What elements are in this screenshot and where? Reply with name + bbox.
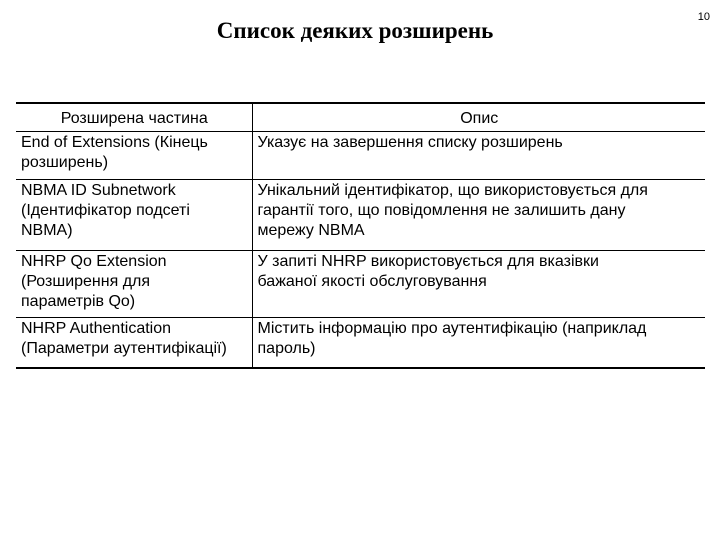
extension-part-text: NBMA ID Subnetwork [21, 182, 176, 199]
extension-part-text: (Параметри аутентифікації) [21, 340, 227, 357]
extension-description-cell [252, 318, 705, 368]
table-header-row [16, 103, 705, 132]
extension-part-text: NHRP Authentication [21, 320, 172, 337]
extension-description-text: У запиті NHRP використовується для вказівки [257, 253, 599, 270]
extension-description-text: Містить інформацію про аутентифікацію (наприклад [257, 320, 647, 337]
page-number: 10 [697, 11, 710, 23]
extension-part-cell [16, 132, 252, 180]
extension-part-cell [16, 180, 252, 251]
extension-description-cell [252, 180, 705, 251]
extension-part-text: (Розширення для [21, 273, 151, 290]
extension-part-text: параметрів Qo) [21, 293, 136, 310]
extension-part-text: NHRP Qo Extension [21, 253, 167, 270]
extension-part-cell [16, 251, 252, 318]
extension-description-text: бажаної якості обслуговування [257, 273, 487, 290]
table-row [16, 180, 705, 251]
extension-part-cell [16, 318, 252, 368]
extension-part-text: NBMA) [21, 222, 73, 239]
extension-description-cell [252, 132, 705, 180]
column-header-part: Розширена частина [60, 110, 208, 127]
table-row [16, 132, 705, 180]
extension-description-text: Унікальний ідентифікатор, що використовується для [257, 182, 648, 199]
slide-title: Список деяких розширень [216, 18, 494, 43]
column-header-description: Опис [252, 103, 705, 132]
extension-description-text: пароль) [257, 340, 316, 357]
extensions-table [16, 102, 705, 369]
extension-part-text: (Ідентифікатор подсеті [21, 202, 190, 219]
extension-description-text: мережу NBMA [257, 222, 365, 239]
table-row [16, 318, 705, 368]
extension-part-text: розширень) [21, 154, 109, 171]
extension-description-text: Указує на завершення списку розширень [257, 134, 563, 151]
table-row [16, 251, 705, 318]
extension-description-text: гарантії того, що повідомлення не залишить дану [257, 202, 626, 219]
extension-description-cell [252, 251, 705, 318]
extension-part-text: End of Extensions (Кінець [21, 134, 208, 151]
